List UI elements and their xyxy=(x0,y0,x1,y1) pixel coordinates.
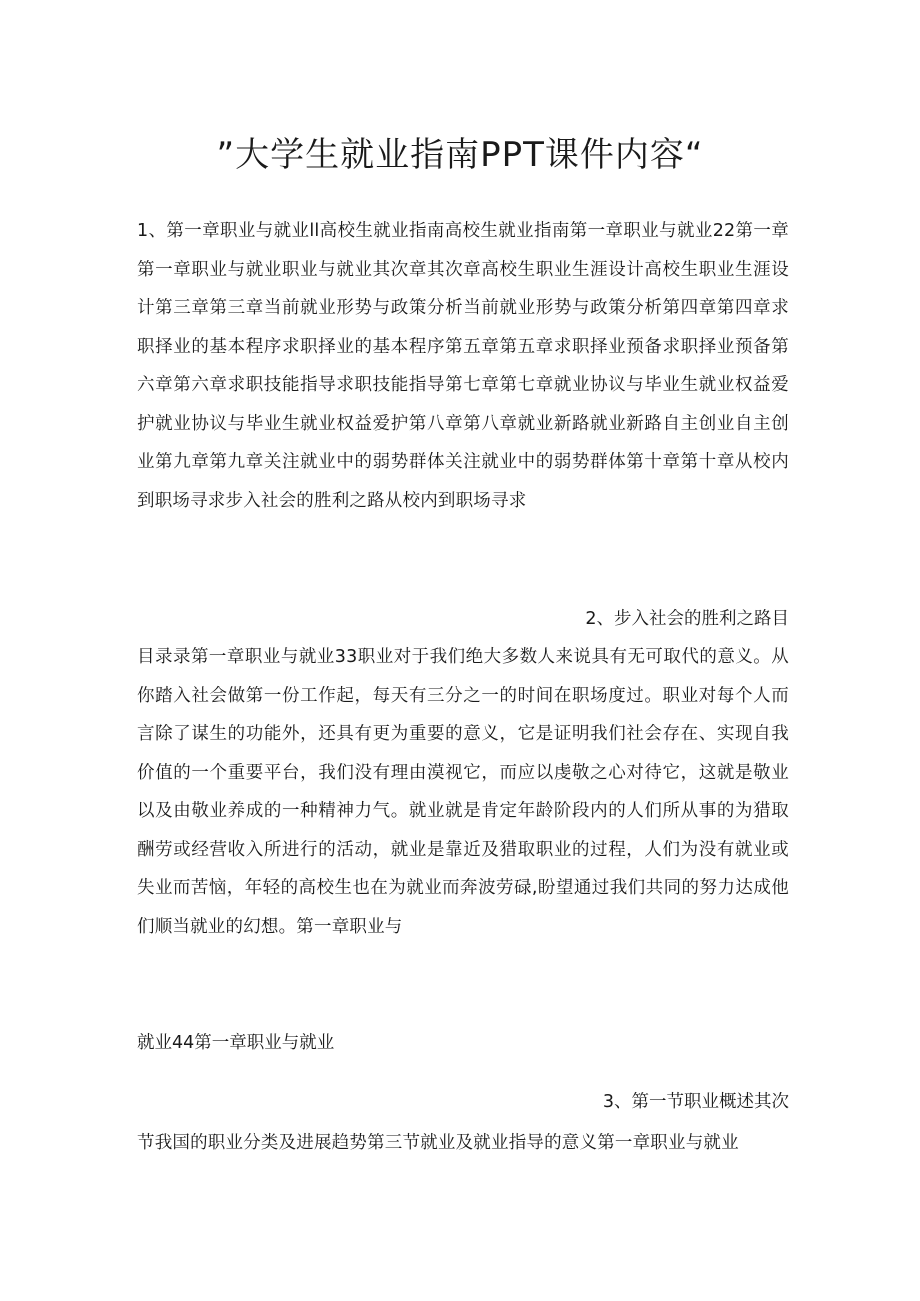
paragraph-2-heading: 2、步入社会的胜利之路目 xyxy=(585,609,789,629)
document-title: ”大学生就业指南PPT课件内容“ xyxy=(216,135,704,175)
paragraph-1: 1、第一章职业与就业ll高校生就业指南高校生就业指南第一章职业与就业22第一章第一章职业与就业职业与就业其次章其次章高校生职业生涯设计高校生职业生涯设计第三章第三章当前就业形势与政策分析当前就业形势与政策分析第四章第四章求职择业的基本程序求职择业的基本程序第五章第五章求职择业预备求职择业预备第六章第六章求职技能指导求职技能指导第七章第七章就业协议与毕业生就业权益爱护就业协议与毕业生就业权益爱护第八章第八章就业新路就业新路自主创业自主创业第九章第九章关注就业中的弱势群体关注就业中的弱势群体第十章第十章从校内到职场寻求步入社会的胜利之路从校内到职场寻求 xyxy=(137,221,789,511)
paragraph-2: 目录录第一章职业与就业33职业对于我们绝大多数人来说具有无可取代的意义。从你踏入社会做第一份工作起，每天有三分之一的时间在职场度过。职业对每个人而言除了谋生的功能外，还具有更为重要的意义，它是证明我们社会存在、实现自我价值的一个重要平台，我们没有理由漠视它，而应以虔敬之心对待它，这就是敬业以及由敬业养成的一种精神力气。就业就是肯定年龄阶段内的人们所从事的为猎取酬劳或经营收入所进行的活动，就业是靠近及猎取职业的过程，人们为没有就业或失业而苦恼，年轻的高校生也在为就业而奔波劳碌,盼望通过我们共同的努力达成他们顺当就业的幻想。第一章职业与 xyxy=(137,647,789,937)
paragraph-2-tail: 就业44第一章职业与就业 xyxy=(137,1033,335,1053)
paragraph-3-heading: 3、第一节职业概述其次 xyxy=(602,1092,789,1112)
paragraph-3: 节我国的职业分类及进展趋势第三节就业及就业指导的意义第一章职业与就业 xyxy=(137,1133,739,1153)
